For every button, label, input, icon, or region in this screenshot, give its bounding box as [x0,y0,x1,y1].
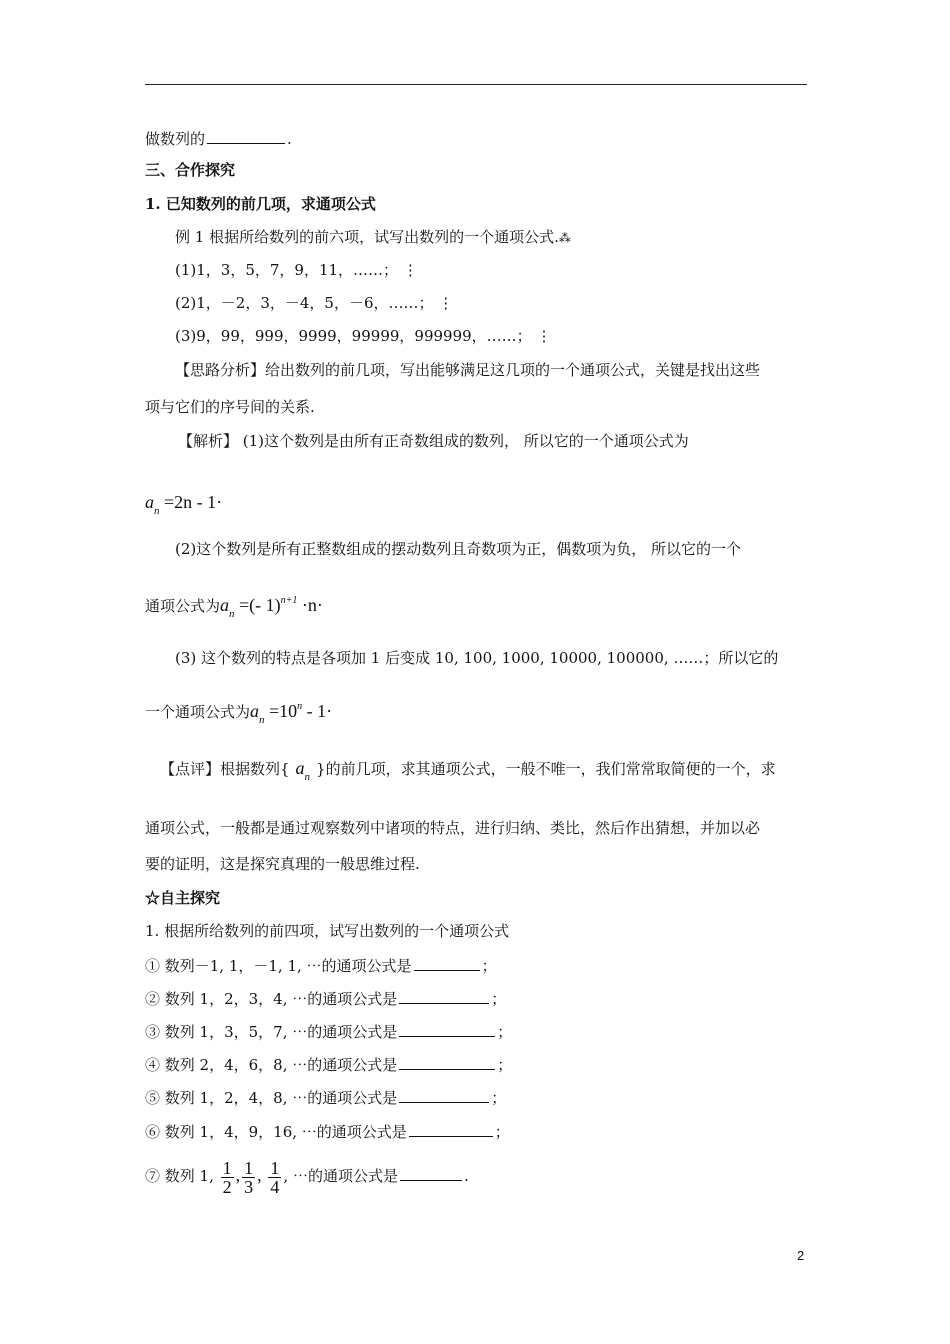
section-heading: 三、合作探究 [145,161,236,179]
subsection-heading: 1. 已知数列的前几项，求通项公式 [145,195,376,213]
question-prompt: 1. 根据所给数列的前四项，试写出数列的一个通项公式 [145,922,510,940]
fraction: $\frac{1}{2}$ [222,1157,232,1197]
header-rule [145,84,807,85]
exercise-item: ⑦ 数列 1, $\frac{1}{2}$ , $\frac{1}{3}$ , $\frac{1}{4}$ , ⋯的通项公式是 . [145,1157,469,1197]
exercise-item: ③ 数列 1，3，5，7, ⋯的通项公式是 ； [145,1023,513,1041]
fraction: $\frac{1}{4}$ [270,1157,280,1197]
example-title: 例 1 根据所给数列的前六项，试写出数列的一个通项公式.⁂ [175,228,571,246]
solution-line: (2)这个数列是所有正整数组成的摆动数列且奇数项为正，偶数项为负， 所以它的一个 [175,540,742,558]
analysis-line: 项与它们的序号间的关系. [145,398,315,416]
exercise-item: ④ 数列 2，4，6，8, ⋯的通项公式是 ； [145,1056,513,1074]
answer-blank[interactable] [399,1087,489,1103]
exercise-item: ② 数列 1，2，3，4, ⋯的通项公式是 ； [145,990,507,1008]
formula-3-line: 一个通项公式为$a_n =10^n - 1\cdot$ [145,701,333,726]
exercise-item: ① 数列－1, 1，－1, 1, ⋯的通项公式是 ； [145,957,497,975]
answer-blank[interactable] [207,128,285,144]
exercise-item: ⑤ 数列 1，2，4，8, ⋯的通项公式是 ； [145,1089,507,1107]
exercise-item: ⑥ 数列 1，4，9，16, ⋯的通项公式是 ； [145,1123,510,1141]
sequence-1: (1)1，3，5，7，9，11，……； ⋮ [175,261,418,279]
solution-line: 【解析】 (1)这个数列是由所有正奇数组成的数列， 所以它的一个通项公式为 [178,432,689,450]
sequence-3: (3)9，99，999，9999，99999，999999，……； ⋮ [175,327,552,345]
text-line: 做数列的 . [145,130,292,148]
sequence-2: (2)1，－2，3，－4，5，－6，……； ⋮ [175,294,454,312]
formula-1: $a_n =2n - 1\cdot$ [145,492,223,517]
answer-blank[interactable] [400,1165,462,1181]
answer-blank[interactable] [414,955,480,971]
answer-blank[interactable] [399,988,489,1004]
page-number: 2 [797,1248,805,1263]
review-line: 通项公式，一般都是通过观察数列中诸项的特点，进行归纳、类比，然后作出猜想，并加以必 [145,819,761,837]
fraction: $\frac{1}{3}$ [244,1157,254,1197]
self-study-heading: ☆自主探究 [145,889,221,907]
answer-blank[interactable] [409,1121,493,1137]
solution-line: (3) 这个数列的特点是各项加 1 后变成 10, 100, 1000, 10000, 100000, ……；所以它的 [175,649,779,667]
decorative-icon: ⁂ [558,231,571,245]
review-line: 要的证明，这是探究真理的一般思维过程. [145,855,420,873]
analysis-line: 【思路分析】给出数列的前几项，写出能够满足这几项的一个通项公式，关键是找出这些 [175,361,761,379]
answer-blank[interactable] [399,1021,495,1037]
review-line: 【点评】根据数列{ $a_n$ }的前几项，求其通项公式，一般不唯一，我们常常取简便的一个，求 [160,758,776,783]
formula-2-line: 通项公式为$a_n$ =(- 1)$^{n+1}$ ·n· [145,595,323,620]
answer-blank[interactable] [399,1054,495,1070]
